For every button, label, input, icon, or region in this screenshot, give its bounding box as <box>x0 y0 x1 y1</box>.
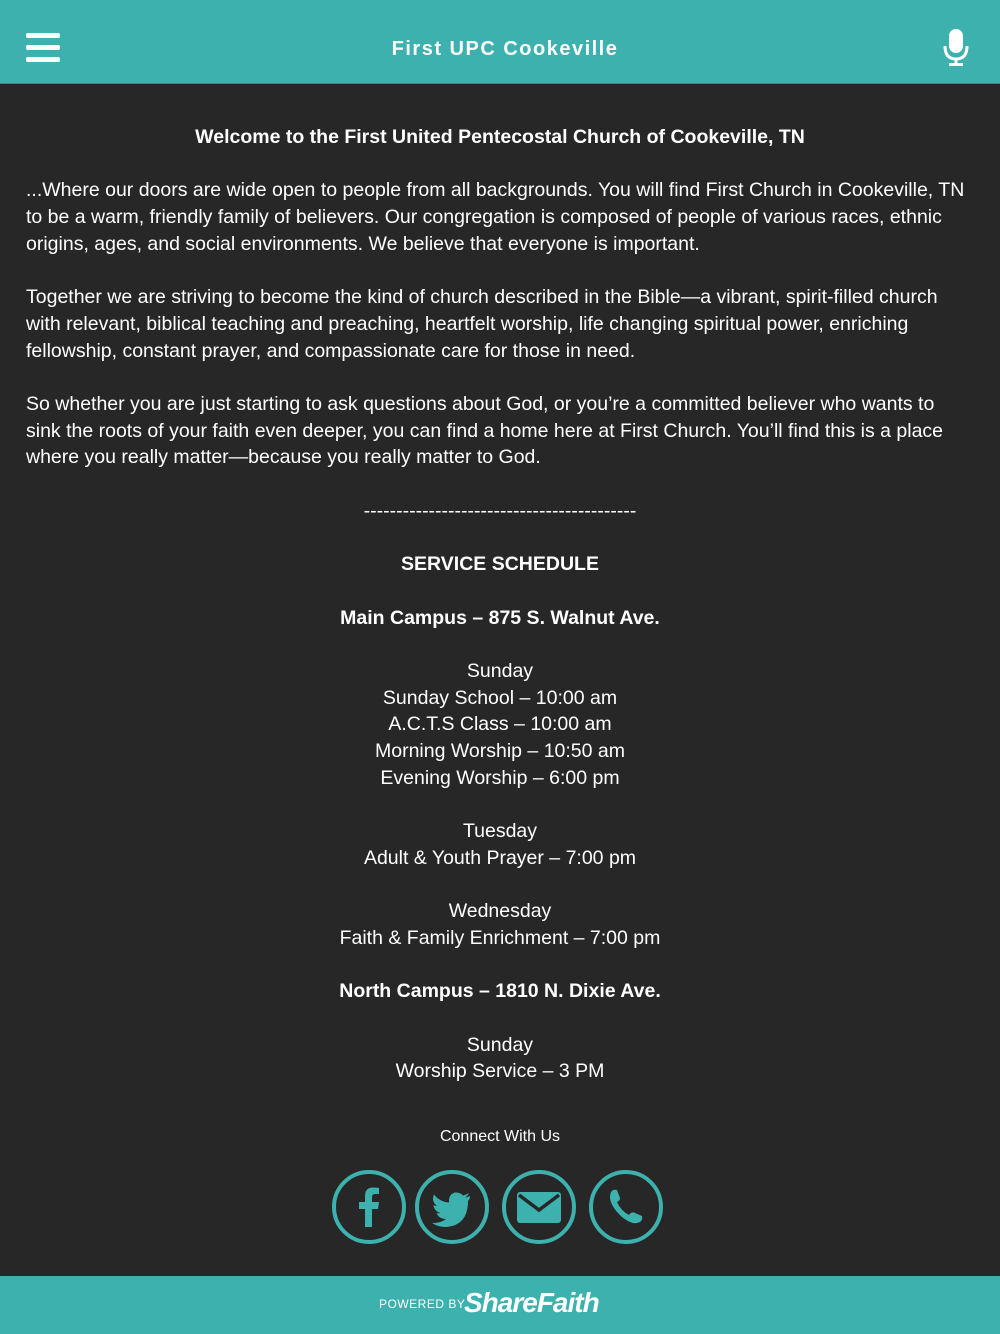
schedule-item: Faith & Family Enrichment – 7:00 pm <box>339 926 661 949</box>
welcome-paragraph-3: So whether you are just starting to ask questions about God, or you’re a committed believer who wants to sink the roots of your faith even deeper, you can find a home here at First Church. You’ll find this is a place where you really matter—because you really matter to God. <box>26 392 944 469</box>
welcome-paragraph-2: Together we are striving to become the kind of church described in the Bible—a vibrant, spirit-filled church with relevant, biblical teaching and preaching, heartfelt worship, life changing spiritual power, enriching fellowship, constant prayer, and compassionate care for those in need. <box>26 286 938 362</box>
sunday-label: Sunday <box>466 659 534 682</box>
email-icon[interactable] <box>502 1170 576 1244</box>
tuesday-label: Tuesday <box>462 820 538 843</box>
powered-by-label: POWERED BY <box>379 1297 466 1311</box>
north-sunday-label: Sunday <box>466 1033 534 1056</box>
twitter-icon[interactable] <box>415 1170 489 1244</box>
top-bar <box>0 0 1000 84</box>
schedule-item: Evening Worship – 6:00 pm <box>380 766 620 789</box>
welcome-paragraph-1: ...Where our doors are wide open to people from all backgrounds. You will find First Church in Cookeville, TN to be a warm, friendly family of believers. Our congregation is composed of people of various races, ethnic origins, ages, and social environments. We believe that everyone is important. <box>26 179 965 255</box>
north-campus-address: North Campus – 1810 N. Dixie Ave. <box>339 980 661 1003</box>
service-schedule-heading: SERVICE SCHEDULE <box>401 553 599 576</box>
divider: ------------------------------------------ <box>363 499 637 522</box>
schedule-item: Worship Service – 3 PM <box>395 1060 605 1083</box>
microphone-icon[interactable] <box>942 29 970 67</box>
schedule-item: A.C.T.S Class – 10:00 am <box>388 713 612 736</box>
wednesday-label: Wednesday <box>448 900 552 923</box>
schedule-item: Morning Worship – 10:50 am <box>374 740 625 763</box>
main-campus-address: Main Campus – 875 S. Walnut Ave. <box>340 606 660 629</box>
sharefaith-logo[interactable]: ShareFaith <box>464 1287 599 1318</box>
app-title: First UPC Cookeville <box>391 38 619 60</box>
schedule-item: Sunday School – 10:00 am <box>382 686 618 709</box>
connect-title: Connect With Us <box>439 1128 561 1145</box>
main-content <box>26 124 974 1085</box>
schedule-item: Adult & Youth Prayer – 7:00 pm <box>363 846 637 869</box>
phone-icon[interactable] <box>589 1170 663 1244</box>
welcome-heading: Welcome to the First United Pentecostal Church of Cookeville, TN <box>195 126 805 148</box>
facebook-icon[interactable] <box>332 1170 406 1244</box>
